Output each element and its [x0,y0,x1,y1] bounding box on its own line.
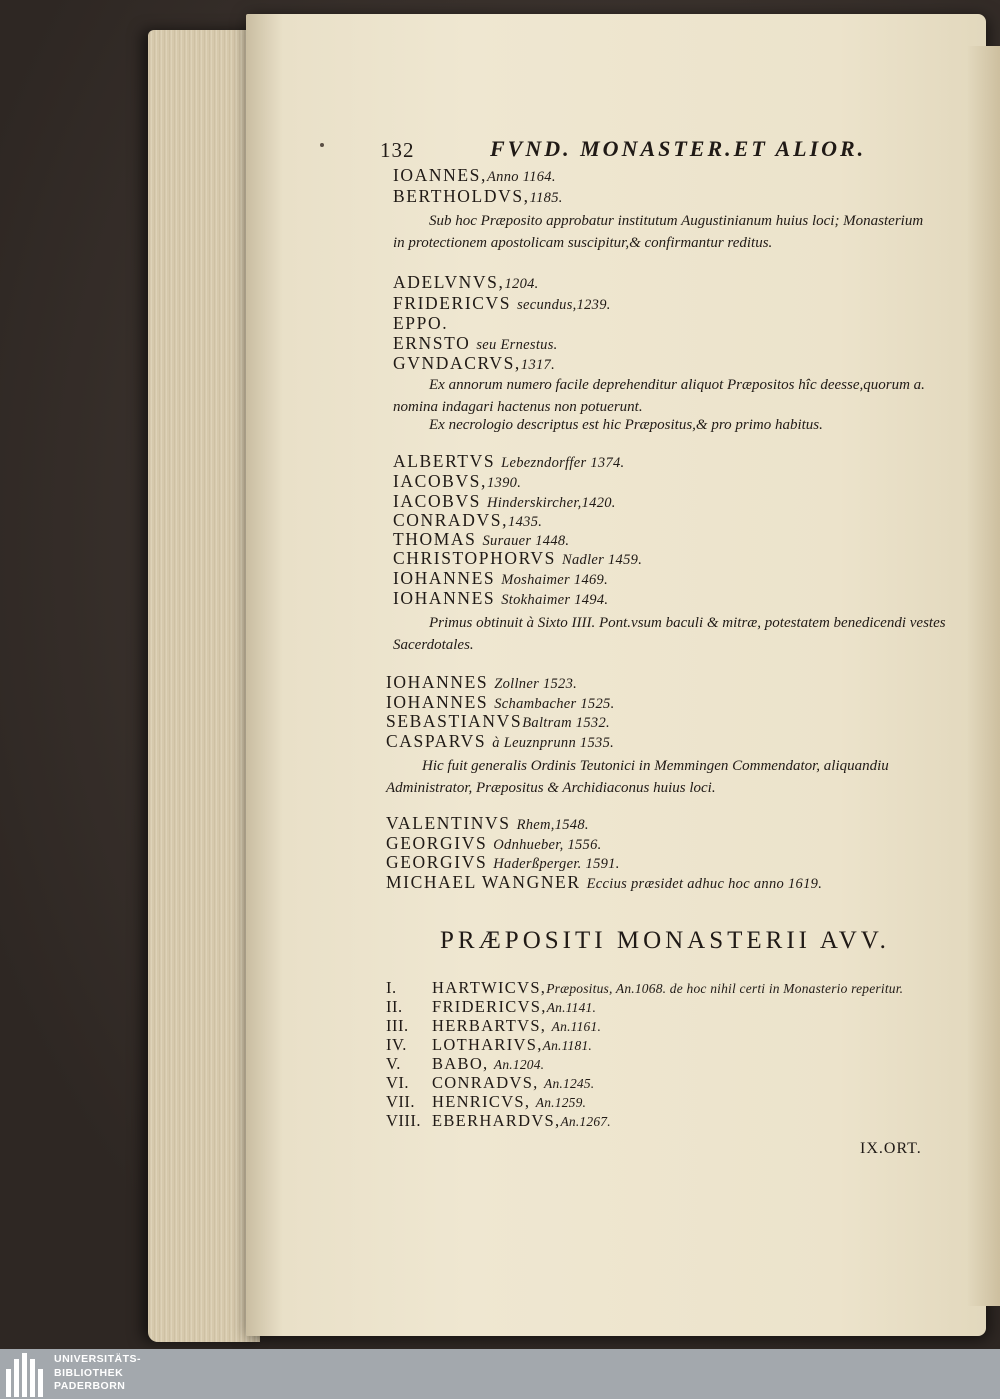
list-item: GEORGIVS Haderßperger. 1591. [386,852,620,872]
list-item: SEBASTIANVSBaltram 1532. [386,711,610,731]
table-row: I. HARTWICVS,Præpositus, An.1068. de hoc nihil certi in Monasterio reperitur. [386,978,904,997]
table-row: II. FRIDERICVS,An.1141. [386,997,597,1016]
list-item: MICHAEL WANGNER Eccius præsidet adhuc hoc anno 1619. [386,872,823,892]
table-row: IV. LOTHARIVS,An.1181. [386,1035,592,1054]
list-item: IOANNES,Anno 1164. [393,165,556,185]
library-logo-icon [4,1351,50,1397]
list-item: CONRADVS,1435. [393,510,543,530]
library-logo-text [54,1353,141,1394]
table-row: VIII. EBERHARDVS,An.1267. [386,1111,611,1130]
logo-line: UNIVERSITÄTS- [54,1353,142,1365]
list-item: IOHANNES Zollner 1523. [386,672,578,692]
annotation-note: Ex necrologio descriptus est hic Præpositus,& pro primo habitus. [429,417,823,433]
list-item: ERNSTO seu Ernestus. [393,333,558,353]
logo-line: PADERBORN [54,1380,126,1392]
ink-speck [320,143,324,147]
table-row: III. HERBARTVS, An.1161. [386,1016,602,1035]
list-item: CASPARVS à Leuznprunn 1535. [386,731,615,751]
logo-line: BIBLIOTHEK [54,1366,124,1379]
list-item: CHRISTOPHORVS Nadler 1459. [393,548,643,568]
annotation-note: Primus obtinuit à Sixto IIII. Pont.vsum baculi & mitræ, potestatem benedicendi vestes Sacerdotales. [393,615,946,653]
list-item: FRIDERICVS secundus,1239. [393,293,611,313]
list-item: IOHANNES Stokhaimer 1494. [393,588,609,608]
section-heading: PRÆPOSITI MONASTERII AVV. [440,927,890,954]
list-item: THOMAS Surauer 1448. [393,529,570,549]
catchword: IX.ORT. [860,1140,922,1157]
list-item: GVNDACRVS,1317. [393,353,556,373]
list-item: EPPO. [393,313,449,333]
list-item: VALENTINVS Rhem,1548. [386,813,589,833]
list-item: IOHANNES Schambacher 1525. [386,692,615,712]
page-number: 132 [380,138,415,162]
library-footer [0,1349,1000,1399]
table-row: VI. CONRADVS, An.1245. [386,1073,595,1092]
list-item: BERTHOLDVS,1185. [393,186,563,206]
list-item: ADELVNVS,1204. [393,272,539,292]
list-item: ALBERTVS Lebezndorffer 1374. [393,451,625,471]
annotation-note: Hic fuit generalis Ordinis Teutonici in Memmingen Commendator, aliquandiu Administrator, Præpositus & Archidiaconus huius loci. [386,758,889,796]
table-row: VII. HENRICVS, An.1259. [386,1092,587,1111]
list-item: IACOBVS Hinderskircher,1420. [393,491,616,511]
annotation-note: Sub hoc Præposito approbatur institutum Augustinianum huius loci; Monasterium in protectionem apostolicam suscipitur,& confirmantur reditus. [393,213,924,251]
list-item: GEORGIVS Odnhueber, 1556. [386,833,602,853]
list-item: IACOBVS,1390. [393,471,522,491]
list-item: IOHANNES Moshaimer 1469. [393,568,609,588]
annotation-note: Ex annorum numero facile deprehenditur aliquot Præpositos hîc deesse,quorum a. nomina indagari hactenus non potuerunt. [393,377,925,415]
running-title: FVND. MONASTER.ET ALIOR. [490,136,867,161]
table-row: V. BABO, An.1204. [386,1054,545,1073]
